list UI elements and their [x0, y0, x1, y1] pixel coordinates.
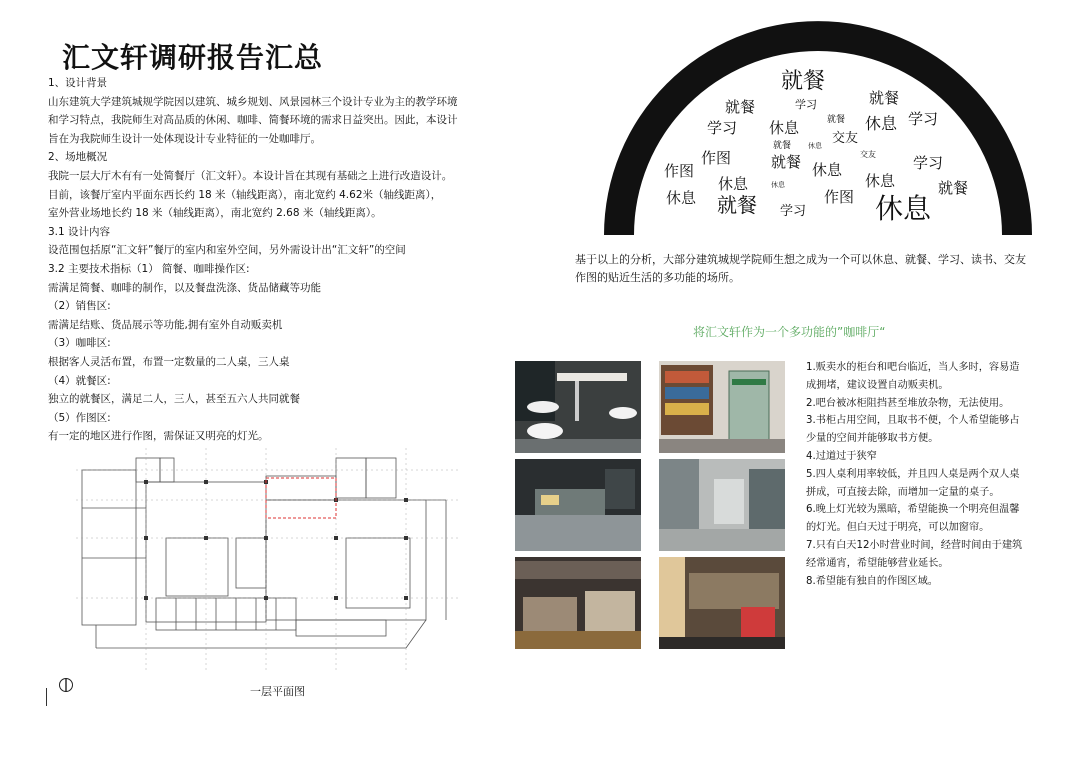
design-brief: [48, 74, 478, 446]
word-cloud-term: 休息: [808, 142, 822, 150]
word-cloud-term: 就餐: [770, 153, 802, 171]
function-word-arch: [600, 20, 1040, 250]
issue-line: 2.吧台被冰柜阻挡甚至堆放杂物，无法使用。: [806, 397, 1010, 409]
brief-line: 旨在为我院师生设计一处体现设计专业特征的一处咖啡厅。: [48, 132, 321, 145]
brief-line: 根据客人灵活布置，布置一定数量的二人桌，三人桌: [48, 355, 290, 368]
issue-line: 拼成，可直接去除，而增加一定量的桌子。: [806, 486, 1000, 498]
brief-line: 需满足简餐、咖啡的制作，以及餐盘洗涤、货品储藏等功能: [48, 281, 321, 294]
north-arrow-icon: [58, 677, 74, 697]
word-cloud-term: 作图: [823, 188, 855, 206]
cafe-seating-photo: [515, 361, 641, 453]
brief-line: 有一定的地区进行作图，需保证又明亮的灯光。: [48, 430, 269, 443]
issue-line: 7.只有白天12小时营业时间，经营时间由于建筑: [806, 539, 1023, 551]
brief-line: 室外营业场地长约 18 米（轴线距离），南北宽约 2.68 米（轴线距离）。: [48, 207, 382, 220]
word-cloud: [664, 69, 968, 225]
brief-line: 我院一层大厅木有有一处简餐厅（汇文轩）。本设计旨在其现有基础之上进行改造设计。: [48, 169, 453, 182]
plan-caption: 一层平面图: [250, 685, 305, 698]
word-cloud-term: 休息: [717, 175, 749, 193]
brief-line: 3.1 设计内容: [48, 225, 111, 238]
word-cloud-term: 学习: [907, 110, 939, 128]
word-cloud-term: 休息: [768, 119, 800, 137]
word-cloud-term: 学习: [912, 154, 944, 172]
word-cloud-term: 休息: [864, 114, 898, 133]
counter-display-photo: [515, 557, 641, 649]
word-cloud-term: 作图: [663, 162, 695, 180]
word-cloud-term: 就餐: [826, 115, 846, 125]
issue-line: 成拥堵，建议设置自动贩卖机。: [806, 379, 949, 391]
brief-line: （2）销售区:: [48, 300, 111, 313]
issue-line: 少量的空间并能够取书方便。: [806, 433, 939, 445]
brief-line: 目前，该餐厅室内平面东西长约 18 米（轴线距离），南北宽约 4.62米（轴线距离），: [48, 188, 442, 201]
brief-line: 山东建筑大学建筑城规学院因以建筑、城乡规划、风景园林三个设计专业为主的教学环境: [48, 95, 458, 108]
issue-line: 8.希望能有独自的作图区域。: [806, 575, 938, 587]
brief-line: （5）作图区:: [48, 411, 111, 424]
site-photos: [515, 361, 785, 649]
word-cloud-term: 交友: [860, 150, 876, 159]
summary-line: 作图的贴近生活的多功能的场所。: [575, 271, 740, 284]
issue-line: 3.书柜占用空间，且取书不便，个人希望能够占: [806, 415, 1020, 427]
word-cloud-term: 交友: [831, 131, 859, 146]
word-cloud-term: 就餐: [717, 193, 757, 217]
word-cloud-term: 就餐: [772, 141, 792, 151]
concept-heading: 将汇文轩作为一个多功能的”咖啡厅“: [693, 325, 886, 339]
brief-line: 1、设计背景: [48, 77, 108, 89]
report-title: 汇文轩调研报告汇总: [62, 41, 324, 74]
word-cloud-term: 学习: [779, 204, 807, 219]
word-cloud-term: 休息: [864, 172, 896, 190]
bookshelf-fridge-photo: [659, 361, 785, 453]
word-cloud-term: 就餐: [780, 69, 826, 94]
word-cloud-term: 就餐: [937, 179, 969, 197]
word-cloud-term: 就餐: [724, 98, 756, 116]
brief-line: 独立的就餐区，满足二人，三人，甚至五六人共同就餐: [48, 393, 300, 406]
brief-line: 需满足结账、货品展示等功能,拥有室外自动贩卖机: [48, 318, 283, 331]
brief-line: 3.2 主要技术指标（1） 简餐、咖啡操作区:: [48, 262, 250, 275]
issue-line: 6.晚上灯光较为黑暗，希望能换一个明亮但温馨: [806, 504, 1020, 516]
brief-line: （4）就餐区:: [48, 374, 111, 387]
word-cloud-term: 休息: [811, 161, 843, 179]
word-cloud-term: 作图: [700, 149, 732, 167]
issue-line: 4.过道过于狭窄: [806, 450, 877, 462]
word-cloud-term: 休息: [874, 192, 932, 225]
floor-plan-drawing: [76, 448, 460, 673]
word-cloud-term: 就餐: [868, 89, 900, 107]
word-cloud-term: 学习: [795, 98, 817, 111]
issue-line: 经常通宵，希望能够营业延长。: [806, 557, 949, 569]
dining-hall-photo: [515, 459, 641, 551]
margin-rule: [46, 688, 47, 706]
corridor-photo: [659, 459, 785, 551]
brief-line: （3）咖啡区:: [48, 337, 111, 350]
summary-line: 基于以上的分析，大部分建筑城规学院师生想之成为一个可以休息、就餐、学习、读书、交友: [575, 253, 1026, 266]
issue-list: [806, 359, 1066, 590]
brief-line: 2、场地概况: [48, 151, 108, 164]
issue-line: 5.四人桌利用率较低，并且四人桌是两个双人桌: [806, 468, 1020, 480]
analysis-summary: [575, 251, 1065, 287]
word-cloud-term: 学习: [706, 119, 738, 137]
word-cloud-term: 休息: [665, 189, 697, 207]
word-cloud-term: 休息: [771, 181, 785, 189]
brief-line: 和学习特点，我院师生对高品质的休闲、咖啡、简餐环境的需求日益突出。因此，本设计: [48, 114, 458, 127]
issue-line: 1.贩卖水的柜台和吧台临近，当人多时，容易造: [806, 362, 1020, 373]
issue-line: 的灯光。但白天过于明亮，可以加窗帘。: [806, 522, 990, 534]
shop-shelves-photo: [659, 557, 785, 649]
brief-line: 设范围包括原“汇文轩”餐厅的室内和室外空间，另外需设计出“汇文轩”的空间: [48, 244, 406, 257]
